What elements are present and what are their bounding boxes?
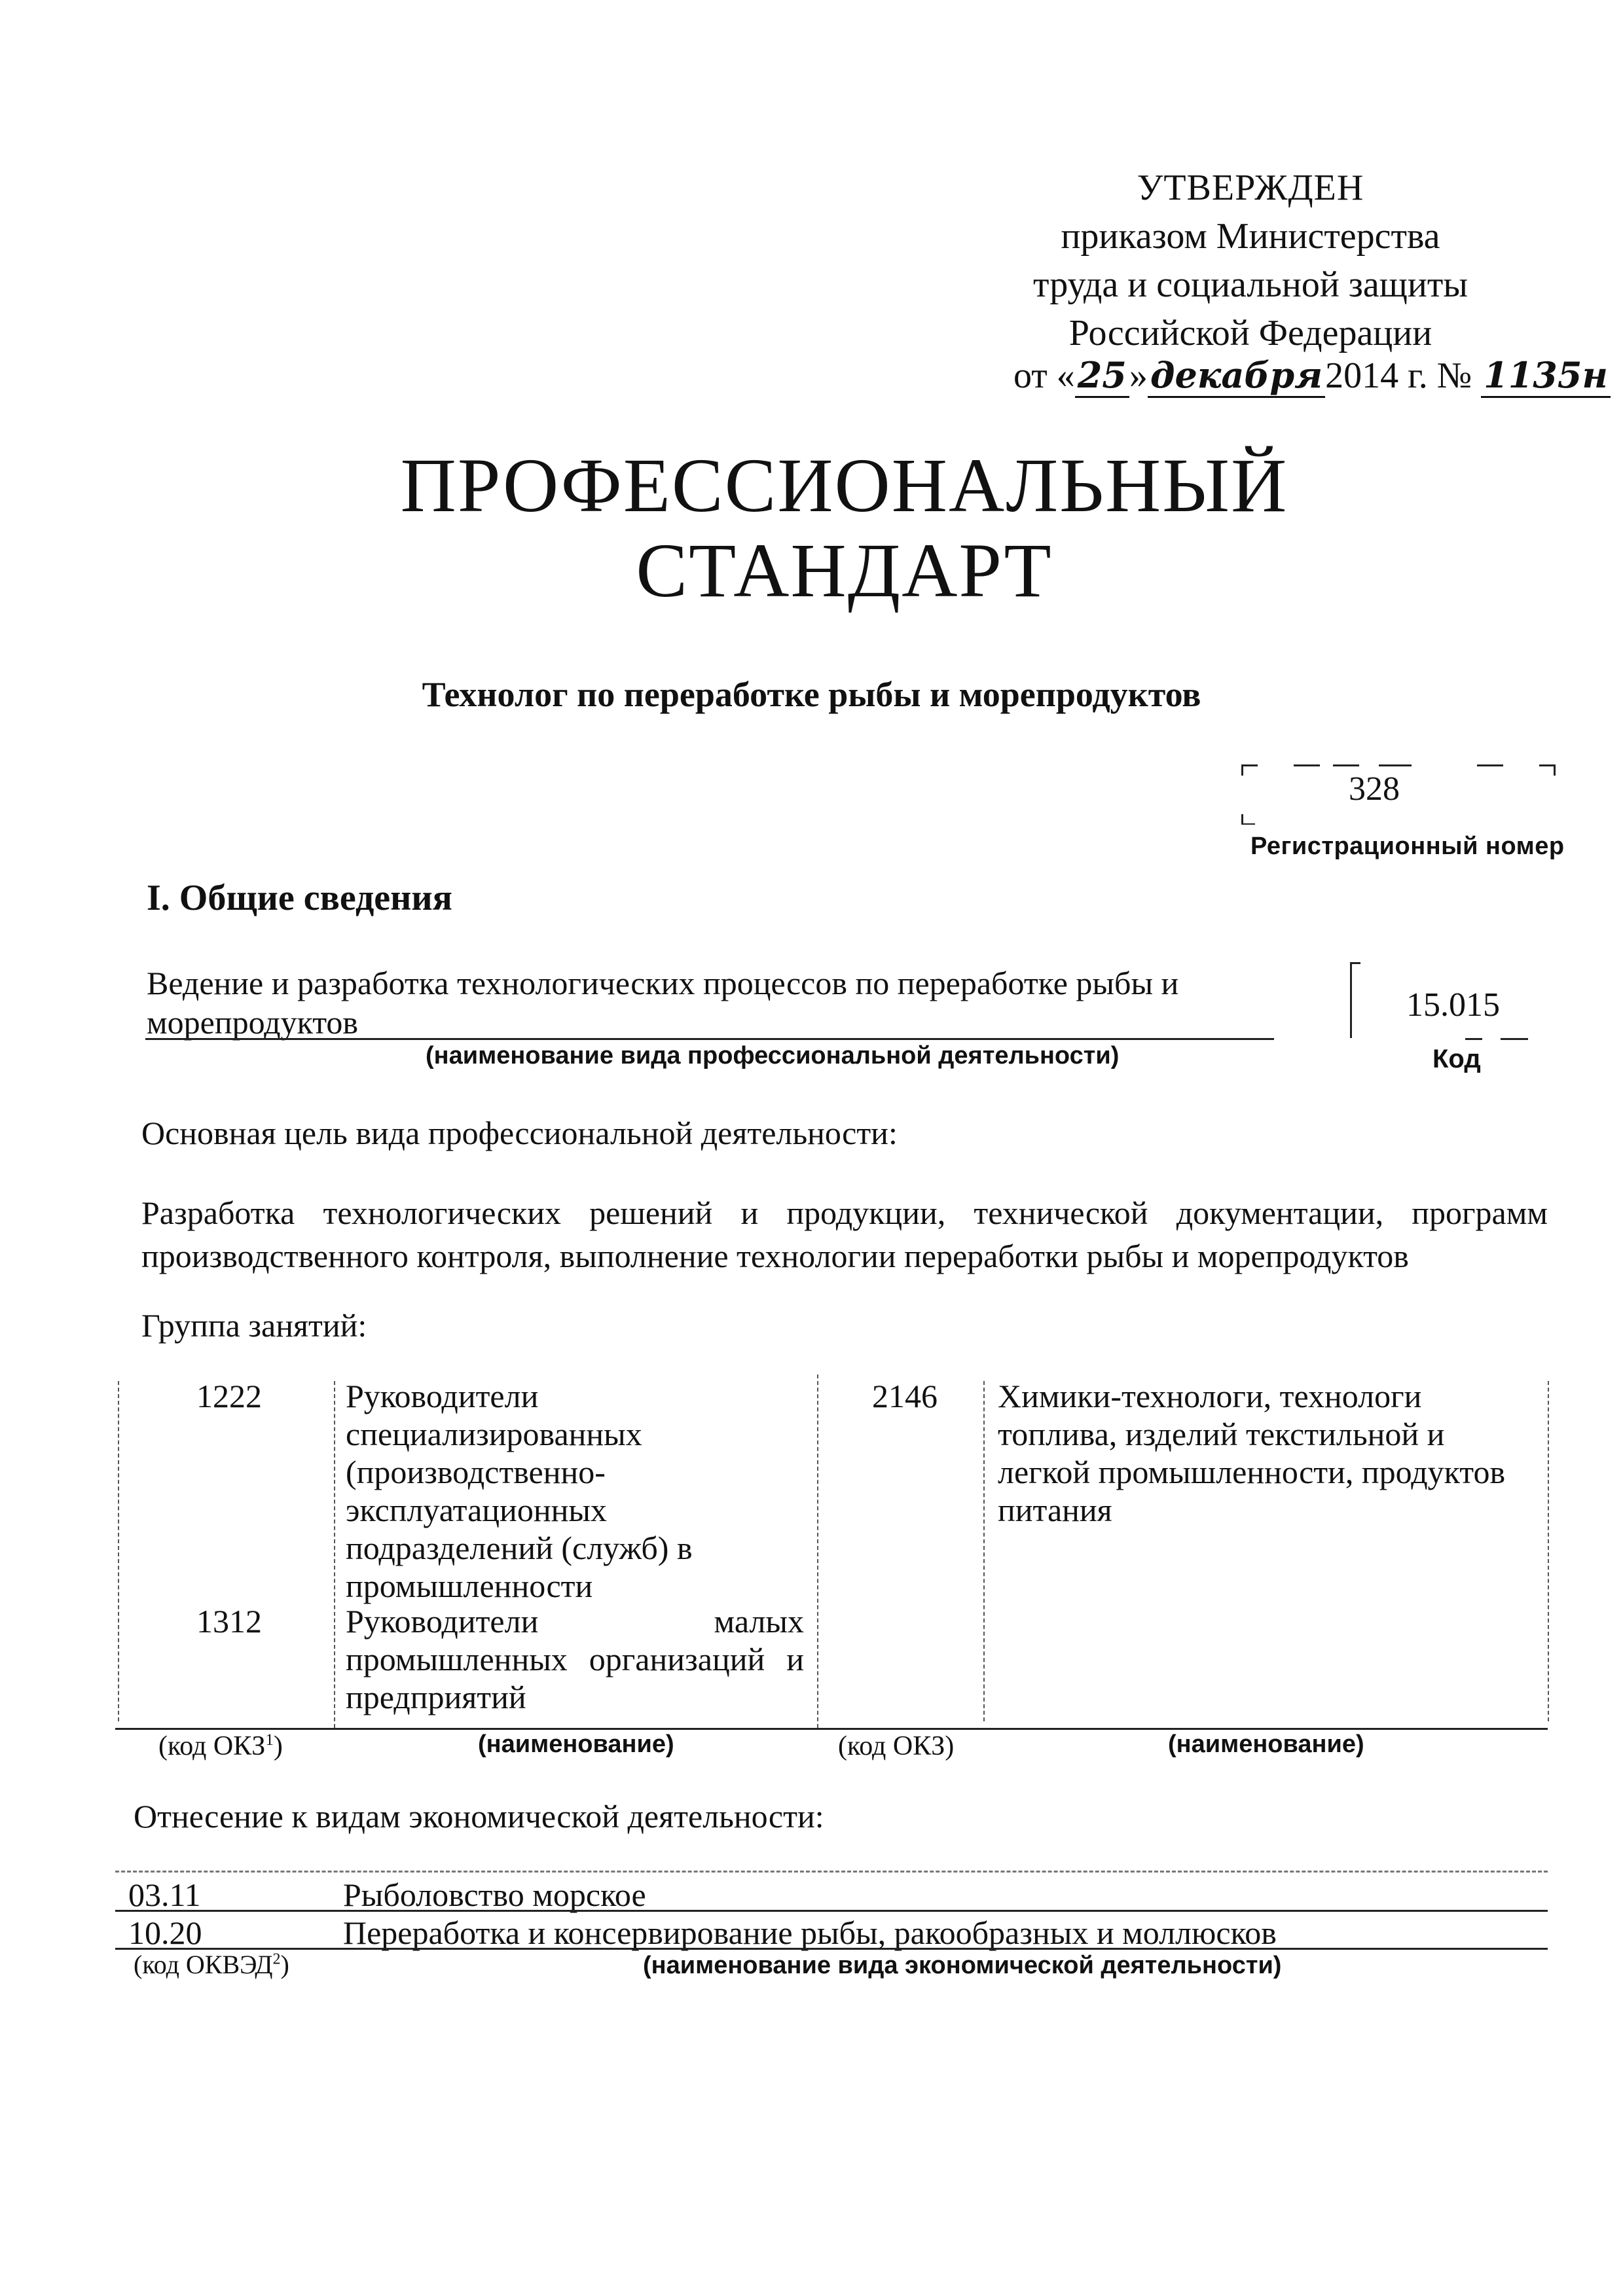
occupation-code-1312: 1312: [196, 1603, 262, 1640]
document-title-line1: ПРОФЕССИОНАЛЬНЫЙ: [400, 442, 1288, 528]
date-quote: »: [1129, 355, 1148, 396]
caption-okved-code: (код ОКВЭД$^2$): [134, 1950, 289, 1979]
okved-code-03-11: 03.11: [128, 1876, 201, 1913]
economic-row-2-line: [115, 1948, 1548, 1950]
activity-underline: [145, 1038, 1274, 1040]
occupation-code-2146: 2146: [872, 1378, 938, 1414]
table-divider-3: [983, 1381, 985, 1721]
okved-name-10-20: Переработка и консервирование рыбы, ракообразных и моллюсков: [343, 1914, 1277, 1951]
table-border-left: [118, 1381, 119, 1721]
document-title-line2: СТАНДАРТ: [636, 528, 1053, 613]
goal-label: Основная цель вида профессиональной деятельности:: [141, 1115, 898, 1151]
activity-code-caption: Код: [1432, 1045, 1481, 1073]
table-divider-1: [334, 1381, 335, 1728]
caption-okz-code-left: (код ОКЗ$^1$): [158, 1731, 283, 1761]
approval-line-country: Российской Федерации: [1068, 313, 1432, 353]
code-box-border: [1350, 962, 1352, 1038]
caption-name-left: (наименование): [478, 1731, 674, 1758]
occupation-table-bottom-line: [115, 1728, 1548, 1730]
goal-text: Разработка технологических решений и продукции, технической документации, программ производственного контроля, выполнение технологии переработки рыбы и морепродуктов: [141, 1194, 1548, 1274]
handwritten-month: декабря: [1148, 354, 1325, 398]
caption-okz-code-right: (код ОКЗ): [838, 1731, 955, 1761]
table-divider-2: [817, 1374, 818, 1728]
caption-economic-activity-name: (наименование вида экономической деятельности): [643, 1952, 1282, 1979]
approval-title: УТВЕРЖДЕН: [1137, 168, 1364, 208]
occupation-group-label: Группа занятий:: [141, 1307, 367, 1344]
occupation-name-2146: Химики-технологи, технологи топлива, изделий текстильной и легкой промышленности, продуктов питания: [998, 1378, 1506, 1528]
activity-name: Ведение и разработка технологических процессов по переработке рыбы и морепродуктов: [147, 965, 1179, 1041]
date-year: 2014 г. №: [1325, 355, 1472, 396]
code-dash-2: [1501, 1038, 1528, 1040]
document-subtitle: Технолог по переработке рыбы и морепродуктов: [422, 675, 1201, 714]
section-heading: I. Общие сведения: [147, 878, 452, 918]
activity-caption: (наименование вида профессиональной деятельности): [426, 1042, 1120, 1069]
approval-line-ministry: труда и социальной защиты: [1033, 264, 1468, 305]
occupation-code-1222: 1222: [196, 1378, 262, 1414]
approval-line-order: приказом Министерства: [1061, 216, 1440, 257]
caption-name-right: (наименование): [1168, 1731, 1364, 1758]
occupation-name-1222: Руководители специализированных (производственно-эксплуатационных подразделений (служб) в промышленности: [346, 1378, 693, 1604]
date-prefix: от «: [1013, 355, 1075, 396]
approval-date-line: [1013, 351, 1611, 400]
registration-number-label: Регистрационный номер: [1250, 833, 1565, 860]
okved-name-03-11: Рыболовство морское: [343, 1876, 646, 1913]
code-dash-1: [1465, 1038, 1482, 1040]
table-border-right: [1548, 1381, 1549, 1721]
okved-code-10-20: 10.20: [128, 1914, 202, 1951]
economic-table-top-dash: [115, 1871, 1548, 1873]
code-box-corner: [1350, 962, 1360, 964]
economic-row-1-line: [115, 1910, 1548, 1912]
handwritten-order-number: 1135н: [1481, 354, 1611, 398]
approval-block: [956, 164, 1545, 357]
economic-activity-label: Отнесение к видам экономической деятельности:: [134, 1798, 824, 1835]
activity-code: 15.015: [1406, 986, 1500, 1024]
occupation-name-1312: Руководители малых промышленных организаций и предприятий: [346, 1603, 804, 1715]
handwritten-day: 25: [1075, 354, 1129, 398]
registration-number: 328: [1349, 770, 1400, 808]
